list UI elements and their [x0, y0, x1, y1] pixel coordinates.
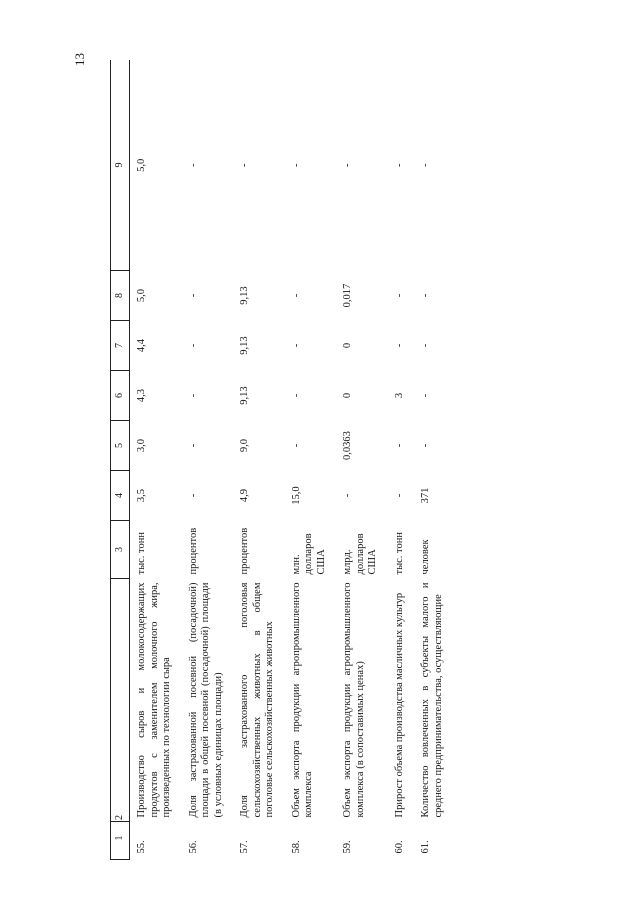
col-header-9: 9	[111, 60, 130, 271]
row-number: 60.	[393, 840, 405, 854]
value-cell: -	[420, 443, 431, 448]
row-number: 57.	[239, 840, 250, 854]
indicator-name: Количество вовлеченных в субъекты малого и среднего предпринимательства, осуществляющие	[420, 582, 444, 818]
table-row	[414, 60, 453, 860]
value-cell: -	[290, 393, 302, 398]
value-cell: -	[393, 163, 405, 167]
page-number: 13	[72, 53, 87, 66]
value-cell: 3	[393, 392, 405, 399]
unit-cell: млн. долларов США	[290, 533, 327, 575]
value-cell: -	[393, 343, 405, 348]
value-cell: 4,3	[136, 388, 147, 403]
value-cell: 4,4	[136, 338, 147, 353]
value-cell: 9,13	[239, 286, 250, 305]
value-cell: 4,9	[239, 488, 250, 503]
indicator-name: Доля застрахованной посевной (посадочной) площади в общей посевной (посадочной) площади (в условных единицах площади)	[187, 582, 224, 818]
row-number: 56.	[187, 840, 199, 854]
indicator-name: Объем экспорта продукции агропромышленного комплекса	[290, 582, 314, 818]
value-cell: 3,5	[136, 488, 147, 503]
col-header-8: 8	[111, 271, 130, 321]
value-cell: 0,017	[342, 283, 353, 308]
unit-cell: тыс. тонн	[393, 532, 405, 575]
indicators-table	[110, 60, 453, 860]
value-cell: 0,0363	[342, 431, 353, 460]
value-cell: 9,13	[239, 386, 250, 405]
table-row	[130, 60, 182, 860]
value-cell: 9,13	[239, 336, 250, 355]
value-cell: -	[187, 163, 199, 167]
table-row	[233, 60, 285, 860]
table-row	[336, 60, 388, 860]
table-row	[285, 60, 337, 860]
col-header-2: 2	[111, 579, 130, 822]
unit-cell: человек	[420, 539, 431, 575]
table-row	[182, 60, 234, 860]
value-cell: 0	[342, 392, 353, 399]
value-cell: 3,0	[136, 438, 147, 453]
value-cell: 5,0	[136, 288, 147, 303]
col-header-5: 5	[111, 421, 130, 471]
row-number: 55.	[136, 840, 147, 854]
unit-cell: млрд. долларов США	[342, 533, 378, 575]
indicator-name: Производство сыров и молокосодержащих продуктов с заменителем молочного жира, произведенных по технологии сыра	[136, 582, 172, 818]
col-header-4: 4	[111, 471, 130, 521]
value-cell: -	[420, 293, 431, 298]
value-cell: -	[187, 293, 199, 298]
indicator-name: Прирост объема производства масличных культур	[393, 592, 405, 818]
indicator-name: Доля застрахованного поголовья сельскохозяйственных животных в общем поголовье сельскохозяйственных животных	[239, 582, 275, 818]
value-cell: -	[187, 493, 199, 498]
value-cell: -	[290, 443, 302, 448]
unit-cell: процентов	[239, 527, 250, 575]
row-number: 59.	[342, 840, 353, 854]
value-cell: 0	[342, 342, 353, 349]
value-cell: -	[290, 163, 302, 167]
col-header-7: 7	[111, 321, 130, 371]
row-number: 58.	[290, 840, 302, 854]
value-cell: -	[342, 163, 353, 167]
value-cell: 5,0	[136, 158, 147, 172]
row-number: 61.	[420, 840, 431, 854]
column-number-header-row	[111, 60, 130, 860]
value-cell: -	[420, 393, 431, 398]
value-cell: -	[187, 393, 199, 398]
document-sheet	[110, 60, 530, 860]
value-cell: -	[393, 443, 405, 448]
col-header-6: 6	[111, 371, 130, 421]
value-cell: -	[420, 163, 431, 167]
unit-cell: тыс. тонн	[136, 532, 147, 575]
col-header-1: 1	[111, 822, 130, 860]
value-cell: -	[187, 343, 199, 348]
value-cell: -	[393, 293, 405, 298]
unit-cell: процентов	[187, 527, 199, 575]
value-cell: -	[290, 293, 302, 298]
value-cell: 9,0	[239, 438, 250, 453]
table-row	[388, 60, 415, 860]
value-cell: -	[342, 493, 353, 498]
indicator-name: Объем экспорта продукции агропромышленного комплекса (в сопоставимых ценах)	[342, 582, 366, 818]
value-cell: -	[239, 163, 250, 167]
value-cell: 371	[420, 487, 431, 504]
value-cell: -	[290, 343, 302, 348]
col-header-3: 3	[111, 521, 130, 579]
value-cell: 15,0	[290, 486, 302, 505]
value-cell: -	[187, 443, 199, 448]
value-cell: -	[420, 343, 431, 348]
value-cell: -	[393, 493, 405, 498]
